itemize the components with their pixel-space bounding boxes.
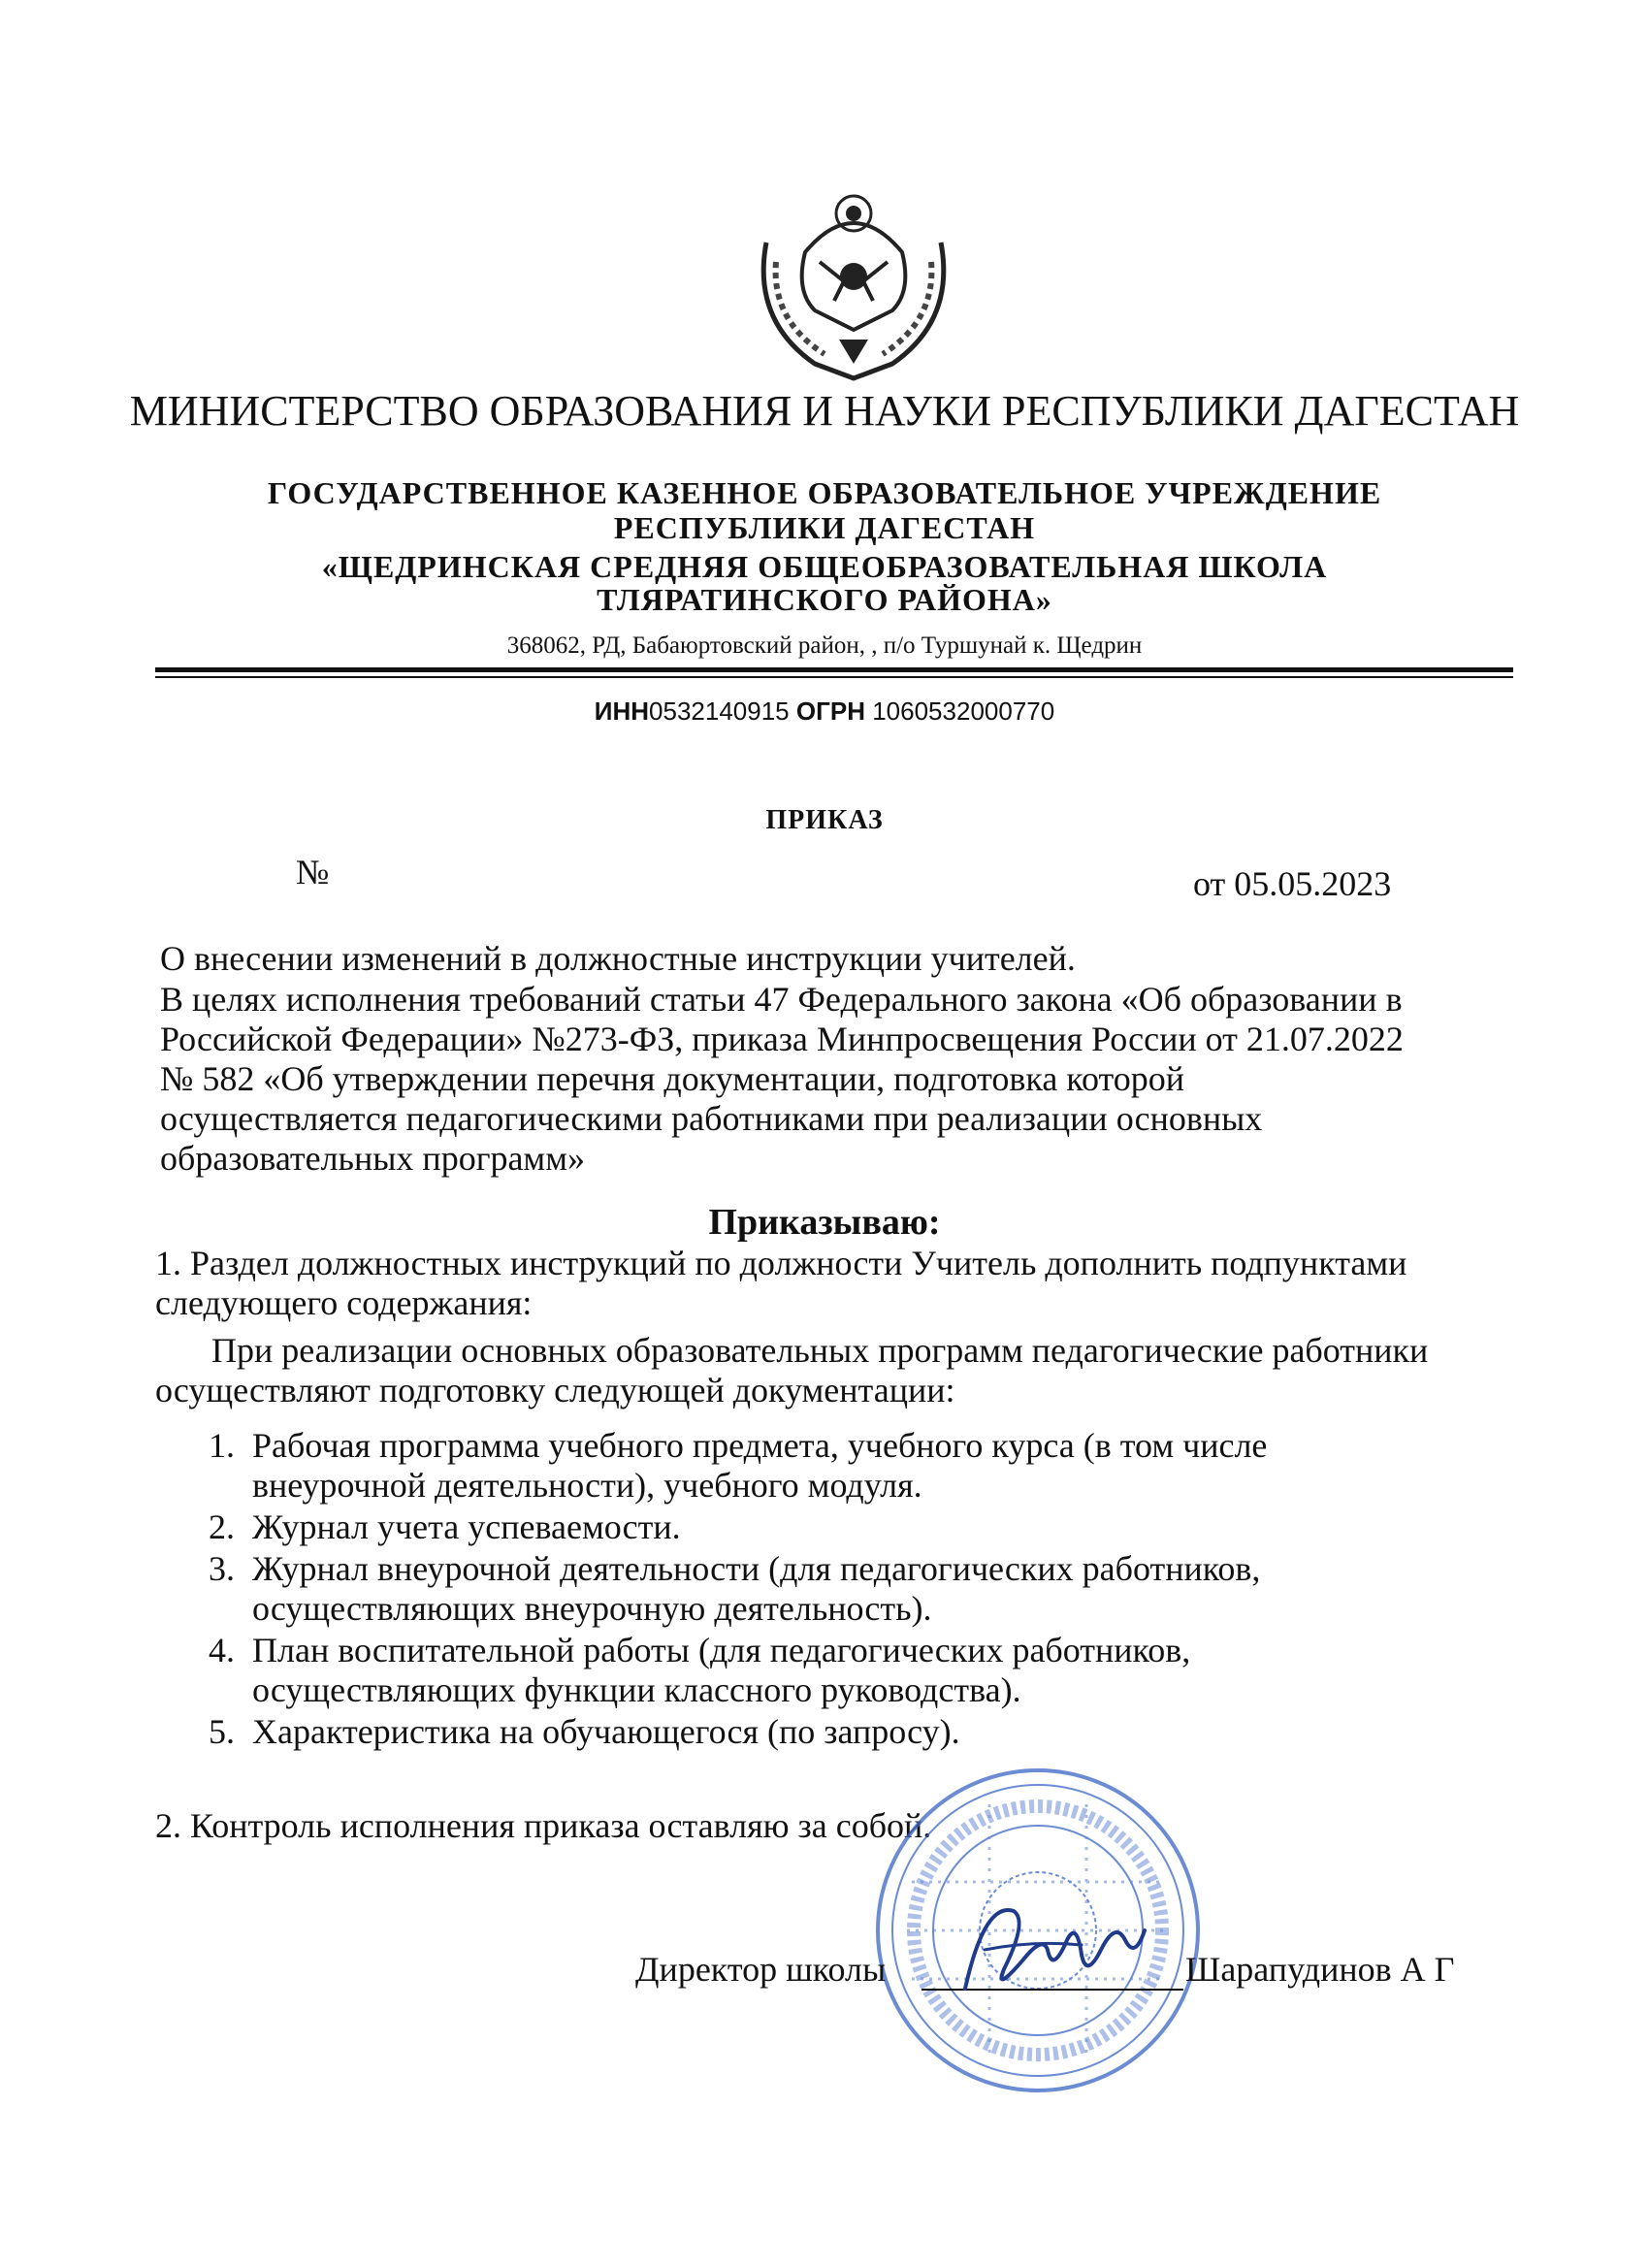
item-1-intro xyxy=(155,1331,1428,1410)
header-divider-thin xyxy=(155,676,1513,678)
list-item-number: 5. xyxy=(209,1712,235,1751)
list-item-text: Характеристика на обучающегося (по запросу). xyxy=(252,1712,960,1751)
item-1-intro-line: осуществляют подготовку следующей документации: xyxy=(155,1371,955,1409)
list-item-number: 4. xyxy=(209,1631,235,1669)
preamble-line: № 582 «Об утверждении перечня документации, подготовка которой xyxy=(160,1059,1185,1098)
item-1-line: 1. Раздел должностных инструкций по должности Учитель дополнить подпунктами xyxy=(155,1244,1407,1282)
documentation-list xyxy=(209,1426,1470,1775)
list-item-number: 3. xyxy=(209,1549,235,1588)
ogrn-label: ОГРН xyxy=(795,697,865,726)
list-item-number: 1. xyxy=(209,1426,235,1465)
order-heading: Приказываю: xyxy=(708,1202,941,1243)
inn-value: 0532140915 xyxy=(649,697,790,726)
signatory-name: Шарапудинов А Г xyxy=(1185,1950,1455,1989)
handwritten-signature xyxy=(955,1882,1149,2008)
preamble-line: Российской Федерации» №273-ФЗ, приказа Минпросвещения России от 21.07.2022 xyxy=(160,1020,1404,1058)
list-item-text: осуществляющих функции классного руководства). xyxy=(252,1670,1021,1709)
org-line-4: ТЛЯРАТИНСКОГО РАЙОНА» xyxy=(597,582,1052,617)
coat-of-arms-emblem xyxy=(747,184,960,388)
ministry-name: МИНИСТЕРСТВО ОБРАЗОВАНИЯ И НАУКИ РЕСПУБЛИКИ ДАГЕСТАН xyxy=(129,387,1520,435)
order-date: от 05.05.2023 xyxy=(1193,864,1392,903)
list-item-text: внеурочной деятельности), учебного модуля. xyxy=(252,1466,922,1505)
list-item-text: Рабочая программа учебного предмета, учебного курса (в том числе xyxy=(252,1426,1268,1465)
list-item-text: осуществляющих внеурочную деятельность). xyxy=(252,1589,932,1628)
ogrn-value: 1060532000770 xyxy=(872,697,1055,726)
preamble-line: В целях исполнения требований статьи 47 Федерального закона «Об образовании в xyxy=(160,980,1403,1019)
list-item-text: Журнал учета успеваемости. xyxy=(252,1507,681,1546)
order-subject: О внесении изменений в должностные инструкции учителей. xyxy=(160,939,1076,978)
list-item-text: План воспитательной работы (для педагогических работников, xyxy=(252,1631,1191,1669)
org-line-1: ГОСУДАРСТВЕННОЕ КАЗЕННОЕ ОБРАЗОВАТЕЛЬНОЕ УЧРЕЖДЕНИЕ xyxy=(267,475,1382,510)
document-title: ПРИКАЗ xyxy=(765,805,884,835)
list-item-text: Журнал внеурочной деятельности (для педагогических работников, xyxy=(252,1549,1261,1588)
item-1-line: следующего содержания: xyxy=(155,1283,533,1322)
item-1-intro-line: При реализации основных образовательных программ педагогические работники xyxy=(211,1331,1429,1370)
preamble-line: осуществляется педагогическими работниками при реализации основных xyxy=(160,1099,1263,1138)
list-item-number: 2. xyxy=(209,1507,235,1546)
org-requisites xyxy=(0,697,1649,727)
order-item-1 xyxy=(155,1244,1406,1323)
preamble-line: образовательных программ» xyxy=(160,1139,585,1178)
org-address: 368062, РД, Бабаюртовский район, , п/о Туршунай к. Щедрин xyxy=(506,632,1143,659)
header-divider-thick xyxy=(155,667,1513,672)
inn-label: ИНН xyxy=(594,697,650,726)
order-number-label: № xyxy=(296,853,330,891)
org-line-2: РЕСПУБЛИКИ ДАГЕСТАН xyxy=(613,510,1036,545)
order-item-2: 2. Контроль исполнения приказа оставляю за собой. xyxy=(155,1806,932,1845)
org-line-3: «ЩЕДРИНСКАЯ СРЕДНЯЯ ОБЩЕОБРАЗОВАТЕЛЬНАЯ ШКОЛА xyxy=(321,549,1328,584)
signatory-position: Директор школы xyxy=(635,1950,887,1989)
preamble xyxy=(160,980,1404,1179)
